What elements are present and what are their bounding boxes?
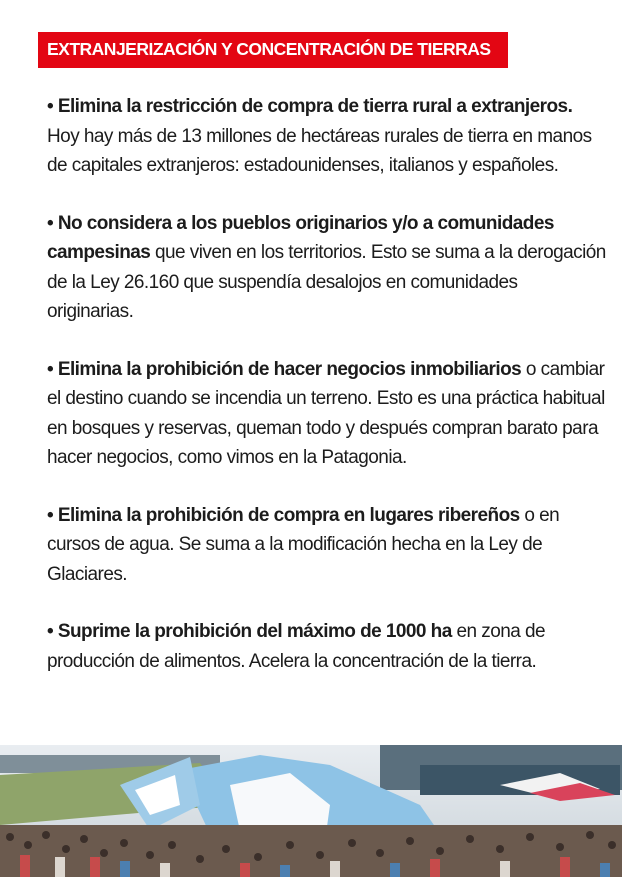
list-item [47, 501, 607, 590]
list-item [47, 617, 607, 676]
item-text: o cambiar el destino cuando se incendia un terreno. Esto es una práctica habitual en bosques y reservas, queman todo y después compran barato para hacer negocios, como vimos en la Patagonia. [47, 358, 605, 468]
page-title: EXTRANJERIZACIÓN Y CONCENTRACIÓN DE TIERRAS [47, 39, 491, 59]
item-text: Hoy hay más de 13 millones de hectáreas rurales de tierra en manos de capitales extranjeros: estadounidenses, italianos y españoles. [47, 125, 592, 176]
item-text: o en cursos de agua. Se suma a la modificación hecha en la Ley de Glaciares. [47, 504, 560, 585]
item-heading: • No considera a los pueblos originarios y/o a comunidades campesinas [47, 212, 554, 263]
item-heading: • Suprime la prohibición del máximo de 1000 ha [47, 621, 452, 642]
item-text: que viven en los territorios. Esto se suma a la derogación de la Ley 26.160 que suspendía desalojos en comunidades originarias. [47, 242, 606, 322]
protest-photo [0, 745, 622, 877]
item-heading: • Elimina la prohibición de compra en lugares ribereños [47, 504, 520, 526]
list-item [47, 209, 607, 327]
list-item [47, 92, 607, 181]
list-item [47, 355, 607, 473]
item-text: en zona de producción de alimentos. Acelera la concentración de la tierra. [47, 621, 546, 672]
item-heading: • Elimina la prohibición de hacer negocios inmobiliarios [47, 358, 522, 380]
item-heading: • Elimina la restricción de compra de tierra rural a extranjeros. [47, 96, 573, 117]
content-list [47, 92, 607, 704]
